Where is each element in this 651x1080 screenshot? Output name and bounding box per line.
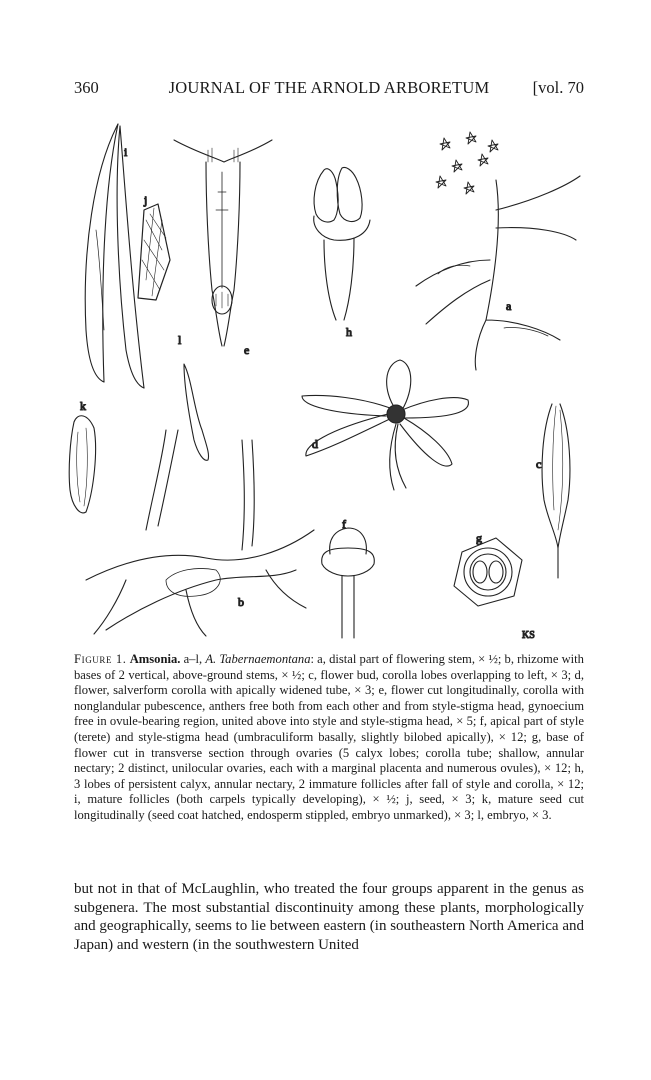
page-number: 360 bbox=[74, 78, 99, 97]
caption-genus: Amsonia. bbox=[129, 652, 181, 666]
caption-text: : a, distal part of flowering stem, × ½; b, rhizome with bases of 2 vertical, above-ground stems, × ½; c, flower bud, corolla lobes overlapping to left, × 3; d, flower, salverform corolla with apically widened tube, × 3; e, flower cut longitudinally, corolla with nonglandular pubescence, anthers free both from each other and from style-stigma head, gynoecium free in ovule-bearing region, united above into style and style-stigma head, × 5; f, apical part of style (terete) and style-stigma head (umbraculiform basally, slightly bilobed apically), × 12; g, base of flower cut in transverse section through ovaries (5 calyx lobes; corolla tube; shallow, annular nectary; 2 distinct, unilocular ovaries, each with a marginal placenta and numerous ovules), × 12; h, 3 lobes of persistent calyx, annular nectary, 2 immature follicles after fall of style and corolla, × 12; i, mature follicles (both carpels typically developing), × ½; j, seed, × 3; k, mature seed cut longitudinally (seed coat hatched, endosperm stippled, embryo unmarked), × 3; l, embryo, × 3. bbox=[74, 652, 584, 822]
style-stigma-drawing-f bbox=[322, 528, 375, 638]
flower-bud-drawing-c bbox=[542, 404, 570, 578]
flower-section-drawing-e bbox=[174, 140, 272, 346]
embryo-drawing-l bbox=[184, 364, 209, 460]
calyx-follicles-drawing-h bbox=[314, 167, 370, 320]
panel-label-d: d bbox=[312, 437, 318, 451]
panel-label-c: c bbox=[536, 457, 542, 471]
seed-drawing-j bbox=[138, 204, 170, 300]
panel-label-b: b bbox=[238, 595, 244, 609]
panel-label-a: a bbox=[506, 299, 512, 313]
caption-species: A. Tabernaemontana bbox=[205, 652, 311, 666]
caption-figure-number: Figure 1. bbox=[74, 652, 127, 666]
body-paragraph: but not in that of McLaughlin, who treated the four groups apparent in the genus as subgenera. The most substantial discontinuity among these plants, morphologically and geographically, seems to lie between eastern (in southeastern North America and Japan) and western (in the southwestern United bbox=[74, 881, 584, 954]
panel-label-i: i bbox=[124, 145, 128, 159]
botanical-illustration bbox=[66, 110, 590, 648]
panel-label-k: k bbox=[80, 399, 86, 413]
panel-label-f: f bbox=[342, 517, 346, 531]
rhizome-drawing-b bbox=[86, 430, 314, 636]
panel-label-g: g bbox=[476, 531, 482, 545]
running-header bbox=[74, 78, 584, 102]
artist-initials: KS bbox=[522, 630, 535, 641]
panel-label-e: e bbox=[244, 343, 250, 357]
seed-section-drawing-k bbox=[69, 416, 95, 513]
ovary-section-drawing-g bbox=[454, 538, 522, 606]
flowering-stem-drawing-a bbox=[416, 132, 580, 370]
journal-title: JOURNAL OF THE ARNOLD ARBORETUM bbox=[168, 78, 490, 97]
panel-label-h: h bbox=[346, 325, 352, 339]
caption-range: a–l, bbox=[183, 652, 203, 666]
panel-label-l: l bbox=[178, 333, 182, 347]
open-flower-drawing-d bbox=[302, 360, 468, 490]
volume-label: [vol. 70 bbox=[532, 78, 584, 97]
figure-caption bbox=[74, 652, 584, 824]
follicles-drawing-i bbox=[85, 124, 144, 388]
panel-label-j: j bbox=[144, 193, 148, 207]
